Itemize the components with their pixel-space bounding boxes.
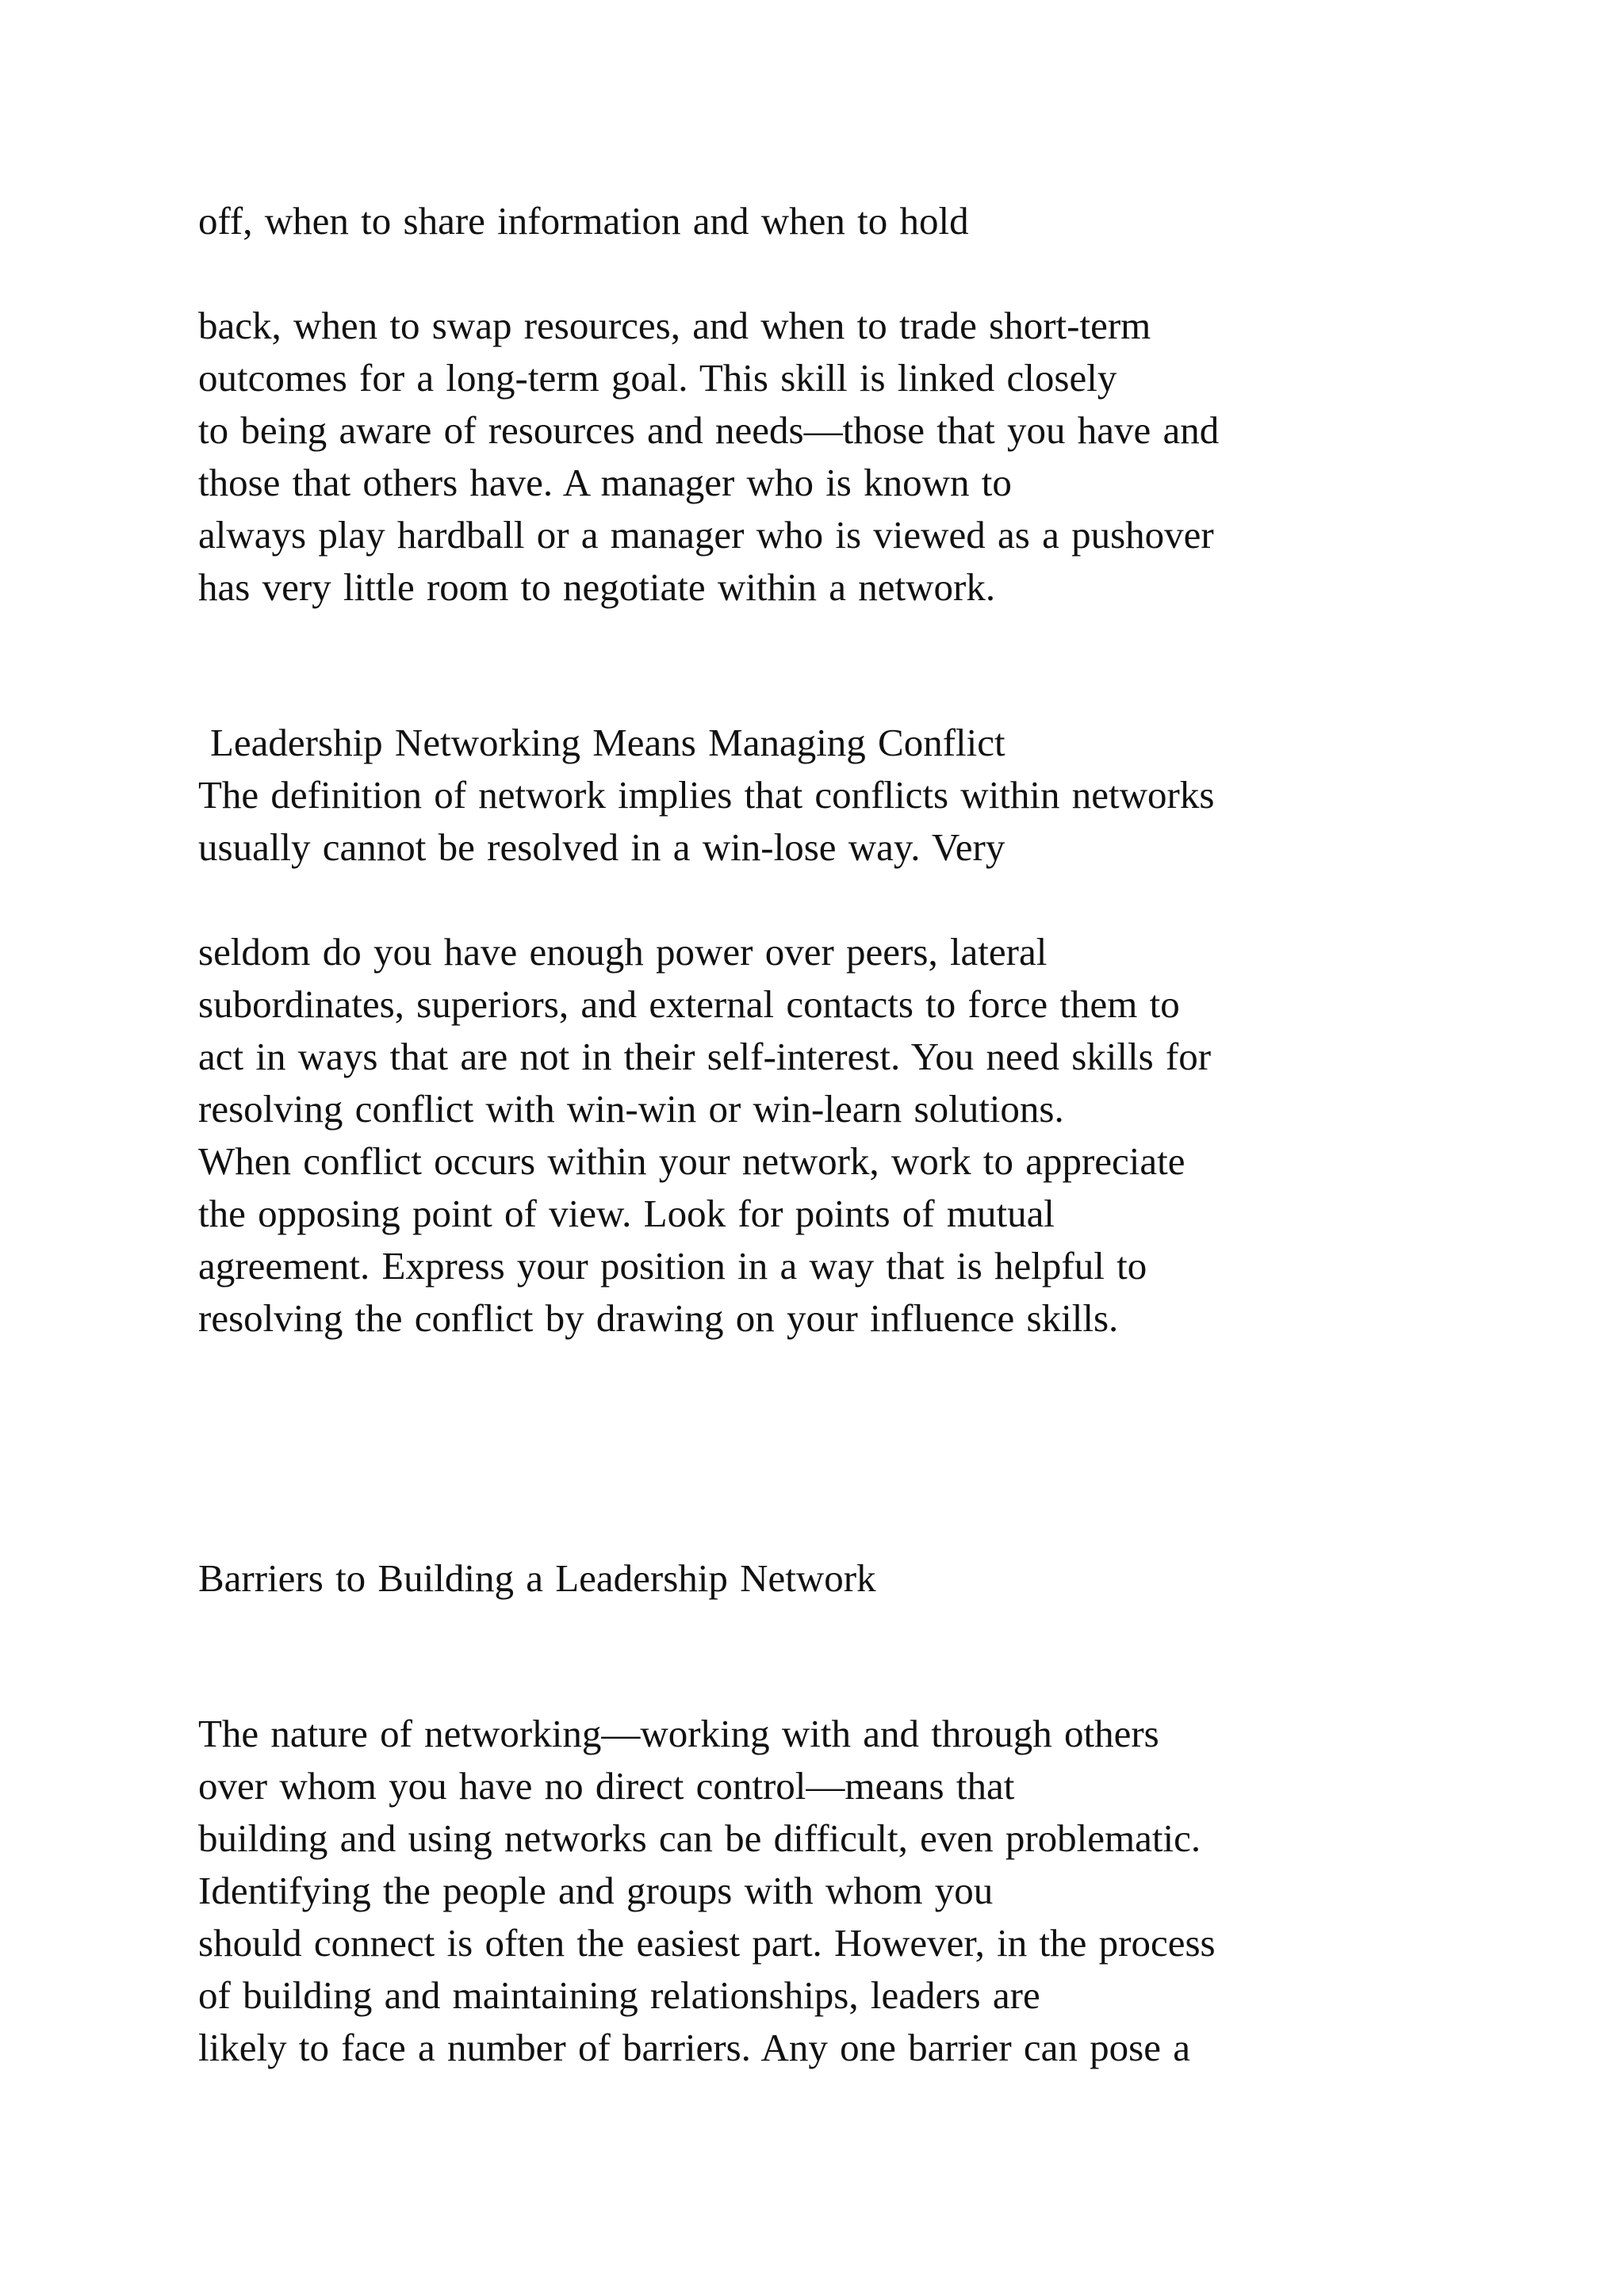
text-line: the opposing point of view. Look for points of mutual xyxy=(198,1192,1055,1235)
text-line: The definition of network implies that conflicts within networks xyxy=(198,773,1215,817)
text-line: building and using networks can be difficult, even problematic. xyxy=(198,1816,1201,1860)
text-line: Identifying the people and groups with whom you xyxy=(198,1869,994,1912)
text-line: to being aware of resources and needs—those that you have and xyxy=(198,408,1220,452)
text-line: usually cannot be resolved in a win-lose way. Very xyxy=(198,825,1005,869)
text-line: back, when to swap resources, and when to trade short-term xyxy=(198,304,1151,347)
text-line: agreement. Express your position in a way that is helpful to xyxy=(198,1244,1147,1288)
text-line: seldom do you have enough power over peers, lateral xyxy=(198,930,1048,974)
text-line: outcomes for a long-term goal. This skill is linked closely xyxy=(198,356,1117,400)
section-heading: Leadership Networking Means Managing Conflict xyxy=(210,721,1005,764)
text-line: should connect is often the easiest part. However, in the process xyxy=(198,1921,1216,1965)
text-line: resolving conflict with win-win or win-learn solutions. xyxy=(198,1087,1064,1131)
text-line: resolving the conflict by drawing on your influence skills. xyxy=(198,1296,1119,1340)
text-line: always play hardball or a manager who is viewed as a pushover xyxy=(198,513,1214,557)
text-line: When conflict occurs within your network, work to appreciate xyxy=(198,1139,1185,1183)
section-heading: Barriers to Building a Leadership Network xyxy=(198,1556,876,1600)
text-line: subordinates, superiors, and external contacts to force them to xyxy=(198,982,1180,1026)
text-line: those that others have. A manager who is known to xyxy=(198,461,1012,504)
text-line: likely to face a number of barriers. Any one barrier can pose a xyxy=(198,2026,1190,2069)
text-line: of building and maintaining relationships, leaders are xyxy=(198,1973,1040,2017)
text-line: has very little room to negotiate within a network. xyxy=(198,565,996,609)
text-line: off, when to share information and when to hold xyxy=(198,199,969,243)
text-line: The nature of networking—working with and through others xyxy=(198,1712,1159,1755)
text-line: act in ways that are not in their self-interest. You need skills for xyxy=(198,1035,1212,1078)
text-line: over whom you have no direct control—means that xyxy=(198,1764,1015,1808)
